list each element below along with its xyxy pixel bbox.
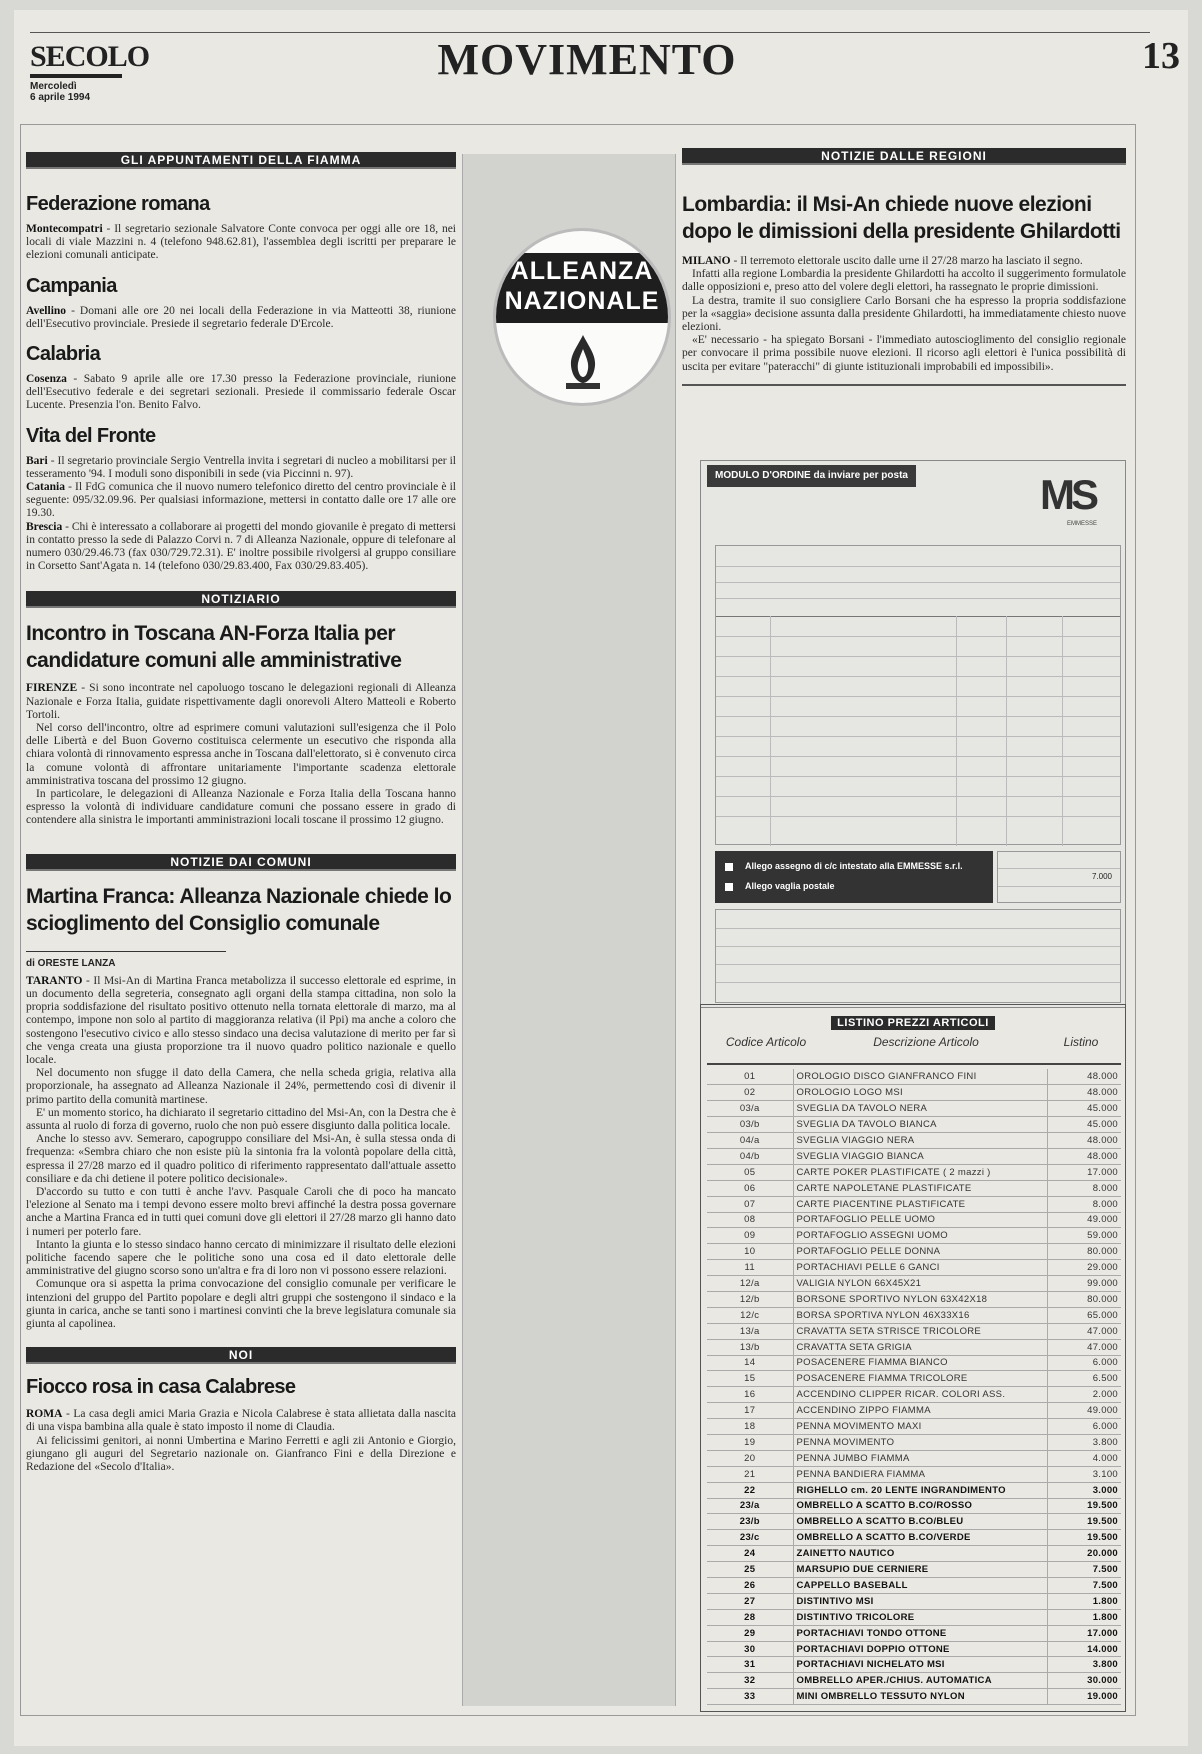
section-title: MOVIMENTO — [437, 35, 737, 84]
article-end-rule — [682, 384, 1126, 386]
payment-options — [715, 851, 993, 903]
item-description: PORTACHIAVI DOPPIO OTTONE — [793, 1641, 1047, 1657]
article-headline: Martina Franca: Alleanza Nazionale chiede lo scioglimento del Consiglio comunale — [26, 884, 452, 935]
item-code: 07 — [707, 1196, 793, 1212]
item-price: 8.000 — [1047, 1180, 1121, 1196]
table-row — [707, 1530, 1121, 1546]
table-row — [707, 1641, 1121, 1657]
item-description: PENNA JUMBO FIAMMA — [793, 1450, 1047, 1466]
item-description: POSACENERE FIAMMA BIANCO — [793, 1355, 1047, 1371]
article-text: «E' necessario - ha spiegato Borsani - l'immediato autoscioglimento del consiglio regionale per convocare il prima possibile nuove elezioni. Il ricorso agli elettori è l'unica possibilità di uscita per evitare "pateracchi" di giunte istituzionali improbabili ed impossibili». — [682, 334, 1126, 373]
article-text: In particolare, le delegazioni di Alleanza Nazionale e Forza Italia della Toscana hanno espresso la volontà di individuare candidature comuni che possano essere in grado di contendere alla sinistra le importanti amministrazioni locali toscane il prossimo 12 giugno. — [26, 788, 456, 827]
item-price: 19.500 — [1047, 1498, 1121, 1514]
item-description: PORTAFOGLIO PELLE DONNA — [793, 1244, 1047, 1260]
table-row — [707, 1117, 1121, 1133]
item-description: ACCENDINO CLIPPER RICAR. COLORI ASS. — [793, 1387, 1047, 1403]
table-row — [707, 1355, 1121, 1371]
item-description: CARTE NAPOLETANE PLASTIFICATE — [793, 1180, 1047, 1196]
item-description: PORTAFOGLIO ASSEGNI UOMO — [793, 1228, 1047, 1244]
item-price: 29.000 — [1047, 1260, 1121, 1276]
order-form — [700, 460, 1126, 1008]
article-headline: Fiocco rosa in casa Calabrese — [26, 1376, 296, 1399]
item-description: PORTACHIAVI TONDO OTTONE — [793, 1625, 1047, 1641]
byline-rule — [26, 951, 226, 952]
item-description: SVEGLIA DA TAVOLO NERA — [793, 1101, 1047, 1117]
item-description: OROLOGIO LOGO MSI — [793, 1085, 1047, 1101]
table-row — [707, 1625, 1121, 1641]
item-price: 99.000 — [1047, 1276, 1121, 1292]
item-code: 29 — [707, 1625, 793, 1641]
item-code: 15 — [707, 1371, 793, 1387]
table-row — [707, 1164, 1121, 1180]
item-code: 03/a — [707, 1101, 793, 1117]
item-price: 3.800 — [1047, 1434, 1121, 1450]
dateline: Cosenza — [26, 373, 67, 386]
item-price: 7.500 — [1047, 1578, 1121, 1594]
item-description: VALIGIA NYLON 66X45X21 — [793, 1276, 1047, 1292]
item-code: 04/b — [707, 1148, 793, 1164]
table-row — [707, 1593, 1121, 1609]
article-text: - Il FdG comunica che il nuovo numero telefonico diretto del centro provinciale è il seguente: 095/32.09.96. Per qualsiasi informazione, mettersi in contatto dalle ore 17 alle ore 19.30. — [26, 481, 456, 520]
table-row — [707, 1276, 1121, 1292]
dateline: Bari — [26, 454, 48, 467]
item-description: PENNA MOVIMENTO MAXI — [793, 1419, 1047, 1435]
article-text: Anche lo stesso avv. Semeraro, capogruppo consiliare del Msi-An, è sulla stessa onda di frequenza: «Sembra chiaro che non esiste più la sintonia fra la volontà popolare della città, espressa il 27/28 marzo ed il quadro politico di riferimento rappresentato dall'attuale assetto consiliare e da chi detiene il potere politico decisionale». — [26, 1133, 456, 1185]
item-price: 48.000 — [1047, 1133, 1121, 1149]
item-price: 49.000 — [1047, 1212, 1121, 1228]
page-number: 13 — [1142, 35, 1180, 77]
article-text: - Chi è interessato a collaborare ai progetti del mondo giovanile è pregato di mettersi in contatto presso la sede di Palazzo Corvi n. 7 di Alleanza Nazionale, oppure di telefonare al numero 030/29.46.73 (fax 030/729.72.31). E' inoltre possibile rivolgersi al gruppo consiliare in Corsetto Sant'Agata n. 14 (telefono 030/29.83.400, Fax 030/29.83.405). — [26, 520, 456, 573]
right-column — [682, 148, 1126, 386]
item-price: 19.000 — [1047, 1689, 1121, 1705]
item-price: 6.000 — [1047, 1419, 1121, 1435]
payment-option-label: Allego assegno di c/c intestato alla EMMESSE s.r.l. — [745, 861, 963, 871]
item-code: 11 — [707, 1260, 793, 1276]
table-row — [707, 1180, 1121, 1196]
item-description: BORSONE SPORTIVO NYLON 63X42X18 — [793, 1291, 1047, 1307]
table-row — [707, 1148, 1121, 1164]
item-code: 01 — [707, 1069, 793, 1085]
table-row — [707, 1450, 1121, 1466]
item-price: 65.000 — [1047, 1307, 1121, 1323]
article-text: - La casa degli amici Maria Grazia e Nicola Calabrese è stata allietata dalla nascita di una vispa bambina alla quale è stato imposto il nome di Claudia. — [26, 1408, 456, 1434]
item-code: 16 — [707, 1387, 793, 1403]
flame-icon — [560, 331, 606, 391]
dateline: Brescia — [26, 520, 63, 533]
article-text: - Domani alle ore 20 nei locali della Federazione in via Matteotti 38, riunione dell'Esecutivo provinciale. Presiede il segretario federale D'Ercole. — [26, 304, 456, 330]
table-row — [707, 1434, 1121, 1450]
table-row — [707, 1133, 1121, 1149]
item-description: SVEGLIA VIAGGIO BIANCA — [793, 1148, 1047, 1164]
article-text: D'accordo su tutto e con tutti è anche l'avv. Pasquale Caroli che di poco ha mancato l'elezione al Senato ma i tempi devono essere molto brevi affinché la destra possa governare anche a Martina Franca ed in tutti quei comuni dove gli elettori il 27/28 marzo gli hanno dato i numeri per poterlo fare. — [26, 1185, 456, 1238]
table-row — [707, 1291, 1121, 1307]
table-row — [707, 1323, 1121, 1339]
item-description: MARSUPIO DUE CERNIERE — [793, 1562, 1047, 1578]
item-description: POSACENERE FIAMMA TRICOLORE — [793, 1371, 1047, 1387]
table-row — [707, 1371, 1121, 1387]
dateline: Catania — [26, 481, 65, 494]
item-price: 45.000 — [1047, 1117, 1121, 1133]
table-row — [707, 1196, 1121, 1212]
article-text: - Si sono incontrate nel capoluogo toscano le delegazioni regionali di Alleanza Nazionale e Forza Italia, guidate rispettivamente dagli onorevoli Altero Matteoli e Roberto Tortoli. — [26, 682, 456, 721]
item-price: 17.000 — [1047, 1625, 1121, 1641]
item-code: 12/b — [707, 1291, 793, 1307]
item-description: RIGHELLO cm. 20 LENTE INGRANDIMENTO — [793, 1482, 1047, 1498]
article-headline: Incontro in Toscana AN-Forza Italia per candidature comuni alle amministrative — [26, 622, 402, 673]
table-row — [707, 1244, 1121, 1260]
checkbox-assegno[interactable] — [725, 863, 733, 871]
item-code: 09 — [707, 1228, 793, 1244]
item-price: 30.000 — [1047, 1673, 1121, 1689]
table-row — [707, 1307, 1121, 1323]
middle-strip — [462, 154, 676, 1706]
order-totals — [997, 851, 1121, 903]
emmesse-logo: MS — [1040, 471, 1095, 518]
section-bar-appuntamenti: GLI APPUNTAMENTI DELLA FIAMMA — [26, 152, 456, 169]
article-headline: Vita del Fronte — [26, 424, 156, 447]
item-description: OMBRELLO A SCATTO B.CO/VERDE — [793, 1530, 1047, 1546]
item-code: 22 — [707, 1482, 793, 1498]
header-rule — [707, 1063, 1121, 1065]
item-code: 13/b — [707, 1339, 793, 1355]
item-price: 14.000 — [1047, 1641, 1121, 1657]
item-description: OMBRELLO APER./CHIUS. AUTOMATICA — [793, 1673, 1047, 1689]
item-description: BORSA SPORTIVA NYLON 46X33X16 — [793, 1307, 1047, 1323]
article-headline: Lombardia: il Msi-An chiede nuove elezioni dopo le dimissioni della presidente Ghilardotti — [682, 193, 1121, 243]
table-row — [707, 1387, 1121, 1403]
shipping-cost: 7.000 — [1091, 872, 1112, 881]
table-row — [707, 1689, 1121, 1705]
item-code: 03/b — [707, 1117, 793, 1133]
item-price: 20.000 — [1047, 1546, 1121, 1562]
item-description: OMBRELLO A SCATTO B.CO/ROSSO — [793, 1498, 1047, 1514]
item-code: 17 — [707, 1403, 793, 1419]
article-text: La destra, tramite il suo consigliere Carlo Borsani che ha espresso la propria soddisfazione per la «saggia» decisione assunta dalla presidente Ghilardotti, ha immediatamente chiesto nuove elezioni. — [682, 294, 1126, 334]
item-price: 49.000 — [1047, 1403, 1121, 1419]
item-code: 02 — [707, 1085, 793, 1101]
item-code: 19 — [707, 1434, 793, 1450]
item-description: PENNA MOVIMENTO — [793, 1434, 1047, 1450]
item-description: CRAVATTA SETA STRISCE TRICOLORE — [793, 1323, 1047, 1339]
article-campania — [26, 273, 456, 331]
item-code: 27 — [707, 1593, 793, 1609]
item-code: 32 — [707, 1673, 793, 1689]
item-code: 04/a — [707, 1133, 793, 1149]
item-code: 06 — [707, 1180, 793, 1196]
item-code: 10 — [707, 1244, 793, 1260]
emmesse-logo-sub: EMMESSE — [1066, 521, 1097, 527]
dateline: Avellino — [26, 304, 67, 317]
item-price: 47.000 — [1047, 1339, 1121, 1355]
table-row — [707, 1419, 1121, 1435]
item-description: ZAINETTO NAUTICO — [793, 1546, 1047, 1562]
section-bar-regioni: NOTIZIE DALLE REGIONI — [682, 148, 1126, 165]
item-code: 31 — [707, 1657, 793, 1673]
article-headline: Calabria — [26, 343, 101, 366]
item-price: 48.000 — [1047, 1148, 1121, 1164]
item-code: 23/c — [707, 1530, 793, 1546]
item-price: 80.000 — [1047, 1244, 1121, 1260]
payment-option-label: Allego vaglia postale — [745, 881, 835, 891]
article-text: Nel documento non sfugge il dato della Camera, che nella scheda grigia, relativa alla proporzionale, ha assegnato ad Alleanza Nazionale il 24%, permettendo così di divenir il primo partito della comunità martinese. — [26, 1067, 456, 1106]
item-code: 33 — [707, 1689, 793, 1705]
article-text: - Il terremoto elettorale uscito dalle urne il 27/28 marzo ha lasciato il segno. — [730, 255, 1083, 267]
item-price: 48.000 — [1047, 1069, 1121, 1085]
article-headline: Federazione romana — [26, 193, 210, 215]
item-description: CARTE POKER PLASTIFICATE ( 2 mazzi ) — [793, 1164, 1047, 1180]
table-row — [707, 1657, 1121, 1673]
table-row — [707, 1228, 1121, 1244]
article-text: E' un momento storico, ha dichiarato il segretario cittadino del Msi-An, con la Destra che è assunta al ruolo di forza di governo, ruolo che non può essere disgiunto dalla politica locale. — [26, 1106, 456, 1132]
item-price: 45.000 — [1047, 1101, 1121, 1117]
item-description: OROLOGIO DISCO GIANFRANCO FINI — [793, 1069, 1047, 1085]
item-code: 08 — [707, 1212, 793, 1228]
item-price: 2.000 — [1047, 1387, 1121, 1403]
table-row — [707, 1403, 1121, 1419]
item-price: 3.100 — [1047, 1466, 1121, 1482]
table-row — [707, 1673, 1121, 1689]
table-row — [707, 1085, 1121, 1101]
price-list — [700, 1004, 1126, 1712]
article-martina-franca — [26, 883, 456, 1331]
article-headline: Campania — [26, 274, 117, 297]
table-row — [707, 1466, 1121, 1482]
dateline: FIRENZE — [26, 682, 78, 695]
item-price: 4.000 — [1047, 1450, 1121, 1466]
item-price: 8.000 — [1047, 1196, 1121, 1212]
item-code: 23/a — [707, 1498, 793, 1514]
item-description: CARTE PIACENTINE PLASTIFICATE — [793, 1196, 1047, 1212]
item-code: 24 — [707, 1546, 793, 1562]
article-vita-del-fronte — [26, 423, 456, 574]
article-text: Intanto la giunta e lo stesso sindaco hanno cercato di minimizzare il risultato delle elezioni politiche facendo sapere che le politiche sono una cosa ed il dato elettorale delle amministrative del giugno scorso sono un'altra e fra di loro non vi possono essere relazioni. — [26, 1238, 456, 1278]
item-code: 21 — [707, 1466, 793, 1482]
item-description: PORTACHIAVI PELLE 6 GANCI — [793, 1260, 1047, 1276]
table-row — [707, 1609, 1121, 1625]
table-row — [707, 1069, 1121, 1085]
article-lombardia — [682, 191, 1126, 386]
checkbox-vaglia[interactable] — [725, 883, 733, 891]
article-text: Comunque ora si aspetta la prima convocazione del consiglio comunale per verificare le intenzioni del gruppo del Partito popolare e degli altri gruppi che sostengono il sindaco e la giunta in carica, anche se tanti sono i martinesi convinti che la breve legislatura comunale sia giunta al capolinea. — [26, 1278, 456, 1330]
article-text: Nel corso dell'incontro, oltre ad esprimere comuni valutazioni sull'esigenza che il Polo delle Libertà e del Buon Governo costituisca celermente un esecutivo che risponda alla chiara volontà di rinnovamento espressa anche in Toscana dall'elettorato, si è convenuto circa la comune volontà di affrontare unitariamente l'importante scadenza elettorale amministrativa toscana del prossimo 12 giugno. — [26, 722, 456, 787]
item-price: 1.800 — [1047, 1609, 1121, 1625]
col-header-price: Listino — [1063, 1035, 1099, 1049]
item-price: 19.500 — [1047, 1514, 1121, 1530]
article-text: Ai felicissimi genitori, ai nonni Umbertina e Marino Ferretti e agli zii Antonio e Giorgio, giungano gli auguri del Segretario nazionale on. Gianfranco Fini e della Direzione e Redazione del «Secolo d'Italia». — [26, 1434, 456, 1473]
item-code: 20 — [707, 1450, 793, 1466]
table-row — [707, 1482, 1121, 1498]
item-description: PORTAFOGLIO PELLE UOMO — [793, 1212, 1047, 1228]
dateline: MILANO — [682, 255, 731, 267]
item-description: DISTINTIVO TRICOLORE — [793, 1609, 1047, 1625]
table-row — [707, 1212, 1121, 1228]
col-header-desc: Descrizione Articolo — [873, 1035, 979, 1049]
dateline: ROMA — [26, 1408, 63, 1421]
article-federazione-romana — [26, 191, 456, 263]
item-description: DISTINTIVO MSI — [793, 1593, 1047, 1609]
item-price: 80.000 — [1047, 1291, 1121, 1307]
item-description: OMBRELLO A SCATTO B.CO/BLEU — [793, 1514, 1047, 1530]
item-description: MINI OMBRELLO TESSUTO NYLON — [793, 1689, 1047, 1705]
article-text: - Il Msi-An di Martina Franca metabolizza il successo elettorale ed esprime, in un documento della segreteria, consegnato agli organi della stampa cittadina, non solo la propria soddisfazione del risultato positivo ottenuto nella tornata elettorale di marzo, ma al contempo, impone non solo al partito di maggioranza relativa (il Ppi) ma anche a coloro che sostengono l'esecutivo civico e allo stesso sindaco una decisa valutazione di merito per far sì che venga creata una giusta proporzione tra il nuovo quadro politico nazionale e quello locale. — [26, 974, 456, 1066]
price-table — [707, 1069, 1121, 1705]
item-description: PORTACHIAVI NICHELATO MSI — [793, 1657, 1047, 1673]
item-description: SVEGLIA DA TAVOLO BIANCA — [793, 1117, 1047, 1133]
item-code: 28 — [707, 1609, 793, 1625]
item-price: 6.000 — [1047, 1355, 1121, 1371]
dateline: TARANTO — [26, 974, 83, 987]
item-code: 05 — [707, 1164, 793, 1180]
item-price: 17.000 — [1047, 1164, 1121, 1180]
item-price: 19.500 — [1047, 1530, 1121, 1546]
item-price: 47.000 — [1047, 1323, 1121, 1339]
section-bar-notiziario: NOTIZIARIO — [26, 591, 456, 608]
item-price: 3.800 — [1047, 1657, 1121, 1673]
item-code: 25 — [707, 1562, 793, 1578]
article-text: Infatti alla regione Lombardia la presidente Ghilardotti ha accolto il suggerimento formulatole dalle opposizioni e, preso atto del volere degli elettori, ha rassegnato le proprie dimissioni. — [682, 268, 1126, 294]
item-description: SVEGLIA VIAGGIO NERA — [793, 1133, 1047, 1149]
item-description: CRAVATTA SETA GRIGIA — [793, 1339, 1047, 1355]
section-bar-comuni: NOTIZIE DAI COMUNI — [26, 854, 456, 871]
item-code: 12/a — [707, 1276, 793, 1292]
item-code: 23/b — [707, 1514, 793, 1530]
table-row — [707, 1339, 1121, 1355]
price-list-title: LISTINO PREZZI ARTICOLI — [701, 1013, 1125, 1031]
item-price: 59.000 — [1047, 1228, 1121, 1244]
byline: di ORESTE LANZA — [26, 957, 116, 969]
article-calabria — [26, 341, 456, 413]
table-row — [707, 1498, 1121, 1514]
table-row — [707, 1578, 1121, 1594]
dateline: Montecompatri — [26, 223, 103, 235]
article-text: - Il segretario provinciale Sergio Ventrella invita i segretari di nucleo a mobilitarsi per il tesseramento '94. I moduli sono disponibili in sede (via Piccinni n. 97). — [26, 454, 456, 480]
item-price: 48.000 — [1047, 1085, 1121, 1101]
col-header-code: Codice Articolo — [725, 1035, 807, 1049]
item-description: CAPPELLO BASEBALL — [793, 1578, 1047, 1594]
table-row — [707, 1260, 1121, 1276]
item-code: 18 — [707, 1419, 793, 1435]
item-price: 7.500 — [1047, 1562, 1121, 1578]
item-price: 1.800 — [1047, 1593, 1121, 1609]
item-code: 30 — [707, 1641, 793, 1657]
issue-date: Mercoledì 6 aprile 1994 — [30, 81, 91, 103]
item-code: 26 — [707, 1578, 793, 1594]
order-form-grid — [715, 545, 1121, 845]
masthead-rule — [30, 32, 1150, 33]
item-price: 6.500 — [1047, 1371, 1121, 1387]
table-row — [707, 1546, 1121, 1562]
logo-text-line1: ALLEANZA — [510, 257, 654, 285]
order-form-title: MODULO D'ORDINE da inviare per posta — [707, 465, 916, 487]
logo-text-line2: NAZIONALE — [504, 287, 660, 315]
table-row — [707, 1562, 1121, 1578]
item-code: 12/c — [707, 1307, 793, 1323]
item-code: 14 — [707, 1355, 793, 1371]
alleanza-nazionale-logo — [493, 228, 671, 406]
article-fiocco-rosa — [26, 1374, 456, 1474]
item-code: 13/a — [707, 1323, 793, 1339]
newspaper-logo: SECOLO — [30, 40, 150, 73]
left-column — [26, 152, 456, 1474]
table-row — [707, 1101, 1121, 1117]
article-toscana — [26, 620, 456, 827]
table-row — [707, 1514, 1121, 1530]
item-description: PENNA BANDIERA FIAMMA — [793, 1466, 1047, 1482]
section-bar-noi: NOI — [26, 1347, 456, 1364]
article-text: - Sabato 9 aprile alle ore 17.30 presso la Federazione provinciale, riunione dell'Esecutivo federale e dei segretari sezionali. Presiede il commissario federale Oscar Lucente. Presenzia l'on. Benito Falvo. — [26, 373, 456, 412]
customer-details — [715, 909, 1121, 1003]
article-text: - Il segretario sezionale Salvatore Conte convoca per oggi alle ore 18, nei locali di viale Mazzini n. 4 (telefono 948.62.81), l'assemblea degli iscritti per preparare le elezioni comunali anticipate. — [26, 223, 456, 262]
item-price: 3.000 — [1047, 1482, 1121, 1498]
item-description: ACCENDINO ZIPPO FIAMMA — [793, 1403, 1047, 1419]
